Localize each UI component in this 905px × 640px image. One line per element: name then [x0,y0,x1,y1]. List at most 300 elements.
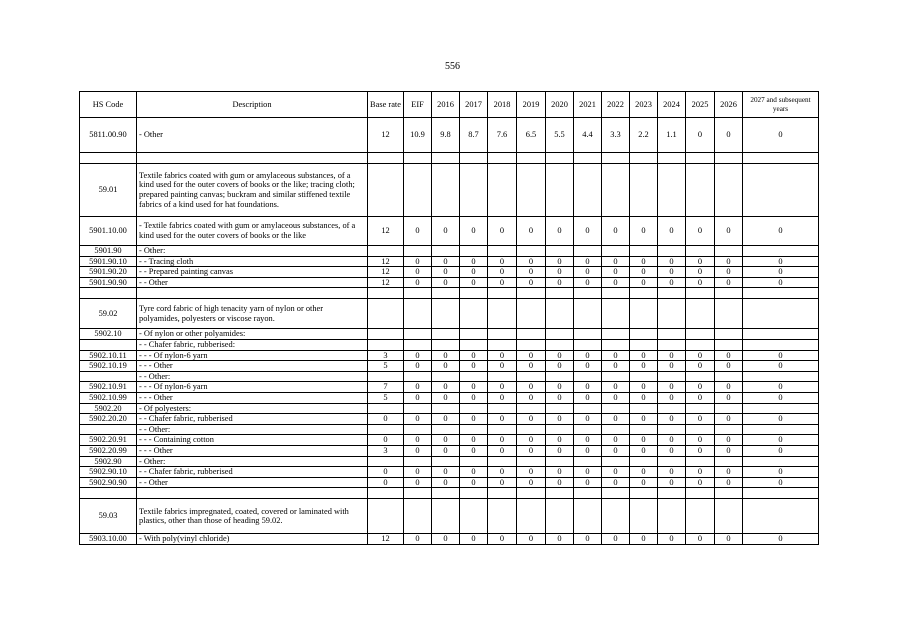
description-cell: - - - Other [137,361,368,372]
rate-cell: 0 [546,414,574,425]
rate-cell: 0 [517,435,546,446]
rate-cell: 0 [658,350,686,361]
rate-cell [715,339,743,350]
rate-cell [743,424,819,435]
rate-cell: 0 [488,217,517,246]
rate-cell: 0 [658,256,686,267]
rate-cell: 0 [460,414,488,425]
hs-code-cell: 5901.10.00 [80,217,137,246]
hs-code-cell: 5901.90.90 [80,277,137,288]
rate-cell: 0 [602,256,630,267]
rate-cell: 0 [460,477,488,488]
rate-cell: 0 [630,445,658,456]
rate-cell [574,424,602,435]
header-year: 2016 [432,92,460,118]
rate-cell [658,164,686,217]
table-row [80,361,819,372]
rate-cell: 0 [743,445,819,456]
rate-cell [432,488,460,499]
rate-cell [404,153,432,164]
rate-cell [517,424,546,435]
description-cell: - Of nylon or other polyamides: [137,329,368,340]
description-cell: - - - Of nylon-6 yarn [137,350,368,361]
rate-cell [460,456,488,467]
rate-cell [686,164,715,217]
rate-cell [432,288,460,299]
rate-cell [432,153,460,164]
rate-cell: 0 [658,435,686,446]
rate-cell [574,299,602,329]
rate-cell [517,329,546,340]
hs-code-cell: 5902.10.11 [80,350,137,361]
rate-cell: 0 [546,361,574,372]
rate-cell [743,153,819,164]
rate-cell [432,424,460,435]
rate-cell [743,329,819,340]
table-row [80,403,819,414]
rate-cell: 0 [460,445,488,456]
rate-cell: 0 [658,217,686,246]
rate-cell [574,153,602,164]
rate-cell [658,403,686,414]
rate-cell: 0 [715,267,743,278]
rate-cell: 0 [743,277,819,288]
header-year: 2022 [602,92,630,118]
description-cell [137,488,368,499]
rate-cell: 0 [630,217,658,246]
rate-cell: 0 [715,477,743,488]
rate-cell: 0 [630,435,658,446]
rate-cell [432,299,460,329]
rate-cell: 0 [460,392,488,403]
base-rate-cell [368,456,404,467]
rate-cell: 0 [517,477,546,488]
rate-cell [743,371,819,382]
rate-cell [686,246,715,257]
rate-cell [460,499,488,534]
rate-cell [488,164,517,217]
rate-cell: 0 [517,267,546,278]
table-row [80,217,819,246]
rate-cell [546,488,574,499]
table-row [80,534,819,545]
rate-cell: 0 [488,382,517,393]
rate-cell: 0 [630,256,658,267]
rate-cell: 0 [488,534,517,545]
header-year: 2023 [630,92,658,118]
table-row [80,256,819,267]
rate-cell: 0 [715,277,743,288]
rate-cell: 0 [460,256,488,267]
rate-cell: 0 [432,350,460,361]
rate-cell [630,246,658,257]
rate-cell [686,288,715,299]
rate-cell [546,424,574,435]
description-cell: - - Prepared painting canvas [137,267,368,278]
rate-cell [546,299,574,329]
base-rate-cell: 3 [368,350,404,361]
rate-cell [743,288,819,299]
rate-cell [715,488,743,499]
rate-cell [658,424,686,435]
rate-cell: 0 [546,256,574,267]
base-rate-cell [368,339,404,350]
rate-cell [743,403,819,414]
rate-cell: 0 [715,435,743,446]
rate-cell: 0 [546,467,574,478]
hs-code-cell: 5811.00.90 [80,118,137,153]
rate-cell: 0 [488,445,517,456]
table-row [80,392,819,403]
base-rate-cell [368,371,404,382]
rate-cell [432,329,460,340]
hs-code-cell: 59.01 [80,164,137,217]
rate-cell: 0 [658,534,686,545]
rate-cell: 0 [546,445,574,456]
rate-cell: 8.7 [460,118,488,153]
rate-cell: 0 [404,267,432,278]
rate-cell: 0 [715,118,743,153]
rate-cell: 0 [404,467,432,478]
rate-cell [404,403,432,414]
rate-cell: 0 [546,435,574,446]
rate-cell: 0 [404,217,432,246]
rate-cell [630,329,658,340]
rate-cell [715,456,743,467]
table-row [80,299,819,329]
rate-cell: 0 [658,467,686,478]
rate-cell: 0 [460,361,488,372]
base-rate-cell: 7 [368,382,404,393]
header-year: 2027 and subsequent years [743,92,819,118]
rate-cell: 0 [715,256,743,267]
description-cell: - - Chafer fabric, rubberised: [137,339,368,350]
rate-cell [630,499,658,534]
rate-cell [546,456,574,467]
rate-cell [404,339,432,350]
rate-cell [686,424,715,435]
rate-cell: 0 [602,392,630,403]
rate-cell [715,246,743,257]
rate-cell: 2.2 [630,118,658,153]
description-cell: - With poly(vinyl chloride) [137,534,368,545]
description-cell: - Of polyesters: [137,403,368,414]
rate-cell: 0 [574,256,602,267]
rate-cell [488,299,517,329]
rate-cell [743,299,819,329]
base-rate-cell [368,329,404,340]
description-cell: Textile fabrics coated with gum or amylaceous substances, of a kind used for the outer covers of books or the like; tracing cloth; prepared painting canvas; buckram and similar stiffened textile fabrics of a kind used for hat foundations. [137,164,368,217]
rate-cell [686,329,715,340]
rate-cell: 0 [658,277,686,288]
hs-code-cell: 5901.90.10 [80,256,137,267]
table-row [80,467,819,478]
hs-code-cell: 5901.90 [80,246,137,257]
rate-cell: 0 [743,267,819,278]
rate-cell: 0 [630,414,658,425]
table-row [80,456,819,467]
table-header-row [80,92,819,118]
rate-cell: 0 [630,534,658,545]
rate-cell: 0 [630,277,658,288]
rate-cell: 0 [574,534,602,545]
rate-cell: 0 [404,361,432,372]
rate-cell [432,403,460,414]
rate-cell: 0 [715,217,743,246]
rate-cell: 0 [630,267,658,278]
hs-code-cell [80,371,137,382]
rate-cell: 0 [715,414,743,425]
rate-cell [658,288,686,299]
rate-cell [686,371,715,382]
rate-cell [517,299,546,329]
hs-code-cell: 5902.20.91 [80,435,137,446]
rate-cell: 0 [574,361,602,372]
rate-cell: 0 [432,277,460,288]
rate-cell: 0 [743,217,819,246]
rate-cell: 0 [488,267,517,278]
hs-code-cell: 5902.10.91 [80,382,137,393]
rate-cell [743,499,819,534]
rate-cell [404,329,432,340]
hs-code-cell: 5902.20.20 [80,414,137,425]
rate-cell [715,299,743,329]
hs-code-cell: 5902.10 [80,329,137,340]
rate-cell: 0 [715,361,743,372]
hs-code-cell: 5902.90.10 [80,467,137,478]
base-rate-cell: 3 [368,445,404,456]
description-cell [137,288,368,299]
rate-cell: 0 [517,414,546,425]
hs-code-cell: 5901.90.20 [80,267,137,278]
spacer-row [80,153,819,164]
rate-cell [546,288,574,299]
rate-cell [574,339,602,350]
rate-cell [517,153,546,164]
rate-cell: 5.5 [546,118,574,153]
hs-code-cell: 5902.90.90 [80,477,137,488]
rate-cell: 0 [432,534,460,545]
rate-cell [602,299,630,329]
rate-cell: 0 [658,267,686,278]
base-rate-cell [368,288,404,299]
rate-cell: 0 [602,382,630,393]
rate-cell: 0 [602,445,630,456]
rate-cell: 0 [630,467,658,478]
rate-cell [743,488,819,499]
rate-cell: 0 [574,392,602,403]
header-year: 2020 [546,92,574,118]
rate-cell: 0 [630,382,658,393]
header-description: Description [137,92,368,118]
table-row [80,329,819,340]
rate-cell [715,164,743,217]
rate-cell: 0 [630,392,658,403]
hs-code-cell: 5903.10.00 [80,534,137,545]
rate-cell: 0 [432,361,460,372]
rate-cell: 0 [432,256,460,267]
rate-cell [432,499,460,534]
rate-cell: 0 [686,445,715,456]
rate-cell: 0 [517,256,546,267]
rate-cell [517,246,546,257]
rate-cell [658,299,686,329]
rate-cell [460,403,488,414]
rate-cell: 0 [546,534,574,545]
rate-cell [630,403,658,414]
hs-code-cell: 59.03 [80,499,137,534]
rate-cell [743,339,819,350]
rate-cell [602,424,630,435]
rate-cell [574,246,602,257]
rate-cell [658,488,686,499]
rate-cell [658,371,686,382]
base-rate-cell [368,403,404,414]
description-cell: - - Other [137,477,368,488]
rate-cell [517,499,546,534]
rate-cell [630,371,658,382]
rate-cell: 0 [686,392,715,403]
rate-cell: 0 [602,267,630,278]
rate-cell [602,246,630,257]
rate-cell: 0 [460,350,488,361]
rate-cell [404,424,432,435]
rate-cell [715,499,743,534]
rate-cell [574,488,602,499]
rate-cell: 0 [517,467,546,478]
table-row [80,477,819,488]
rate-cell [715,403,743,414]
rate-cell [460,329,488,340]
rate-cell [602,339,630,350]
rate-cell [602,288,630,299]
rate-cell [517,164,546,217]
base-rate-cell [368,499,404,534]
rate-cell [517,456,546,467]
rate-cell: 0 [602,477,630,488]
table-row [80,445,819,456]
rate-cell [432,164,460,217]
rate-cell [743,456,819,467]
rate-cell [602,164,630,217]
rate-cell: 0 [488,392,517,403]
rate-cell [630,424,658,435]
description-cell: - Other: [137,456,368,467]
description-cell: - - - Of nylon-6 yarn [137,382,368,393]
table-body [80,118,819,545]
table-row [80,382,819,393]
rate-cell: 0 [517,392,546,403]
rate-cell: 0 [517,217,546,246]
rate-cell: 0 [574,277,602,288]
rate-cell [686,488,715,499]
header-base-rate: Base rate [368,92,404,118]
hs-code-cell: 5902.90 [80,456,137,467]
table-row [80,435,819,446]
rate-cell [743,164,819,217]
rate-cell [517,288,546,299]
table-row [80,414,819,425]
rate-cell [432,456,460,467]
rate-cell: 0 [630,361,658,372]
description-cell: Tyre cord fabric of high tenacity yarn of nylon or other polyamides, polyesters or viscose rayon. [137,299,368,329]
description-cell: - Other [137,118,368,153]
rate-cell: 0 [574,445,602,456]
rate-cell [404,499,432,534]
rate-cell: 0 [546,267,574,278]
rate-cell: 0 [432,435,460,446]
rate-cell [686,403,715,414]
header-year: 2017 [460,92,488,118]
rate-cell [546,371,574,382]
hs-code-cell [80,153,137,164]
rate-cell: 0 [488,256,517,267]
rate-cell [460,164,488,217]
rate-cell [630,339,658,350]
description-cell: - - Chafer fabric, rubberised [137,414,368,425]
rate-cell: 0 [743,382,819,393]
description-cell [137,153,368,164]
rate-cell: 0 [686,267,715,278]
rate-cell [715,424,743,435]
rate-cell [602,488,630,499]
base-rate-cell [368,488,404,499]
rate-cell: 0 [460,534,488,545]
rate-cell: 0 [460,267,488,278]
rate-cell [658,499,686,534]
rate-cell: 0 [686,361,715,372]
rate-cell: 0 [602,350,630,361]
hs-code-cell: 59.02 [80,299,137,329]
rate-cell [546,403,574,414]
rate-cell [546,499,574,534]
header-hs-code: HS Code [80,92,137,118]
rate-cell: 0 [404,435,432,446]
rate-cell [517,339,546,350]
rate-cell: 0 [602,467,630,478]
rate-cell [686,153,715,164]
rate-cell: 4.4 [574,118,602,153]
rate-cell [404,288,432,299]
rate-cell: 0 [686,534,715,545]
base-rate-cell [368,153,404,164]
rate-cell [546,246,574,257]
rate-cell [602,371,630,382]
rate-cell: 0 [602,217,630,246]
rate-cell: 0 [715,445,743,456]
rate-cell: 0 [658,382,686,393]
rate-cell [404,488,432,499]
rate-cell: 6.5 [517,118,546,153]
rate-cell [546,329,574,340]
spacer-row [80,288,819,299]
rate-cell [658,456,686,467]
header-year: 2019 [517,92,546,118]
rate-cell: 0 [602,534,630,545]
base-rate-cell [368,164,404,217]
rate-cell: 0 [743,435,819,446]
rate-cell: 0 [715,534,743,545]
table-row [80,371,819,382]
page-number: 556 [445,61,460,72]
rate-cell: 0 [743,361,819,372]
table-row [80,118,819,153]
header-year: 2025 [686,92,715,118]
table-row [80,277,819,288]
rate-cell: 0 [404,382,432,393]
rate-cell [602,329,630,340]
rate-cell [574,329,602,340]
